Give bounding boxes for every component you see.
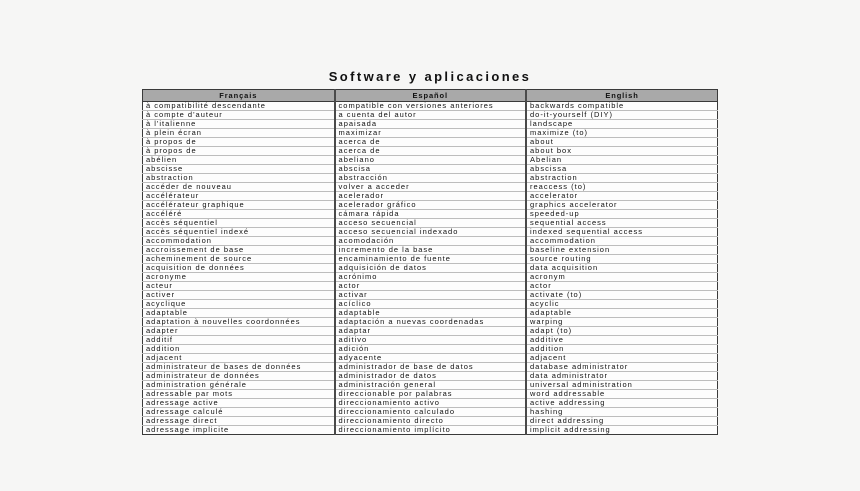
glossary-cell: encaminamiento de fuente	[335, 255, 526, 264]
glossary-cell: graphics accelerator	[526, 201, 717, 210]
glossary-table	[142, 89, 718, 435]
glossary-cell: database administrator	[526, 363, 717, 372]
table-row	[143, 354, 718, 363]
glossary-cell: activate (to)	[526, 291, 717, 300]
glossary-cell: actor	[526, 282, 717, 291]
table-row	[143, 264, 718, 273]
glossary-cell: volver a acceder	[335, 183, 526, 192]
glossary-cell: about	[526, 138, 717, 147]
glossary-cell: hashing	[526, 408, 717, 417]
glossary-cell: administrador de base de datos	[335, 363, 526, 372]
glossary-cell: a cuenta del autor	[335, 111, 526, 120]
table-row	[143, 156, 718, 165]
glossary-cell: administrador de datos	[335, 372, 526, 381]
glossary-cell: adjacent	[526, 354, 717, 363]
glossary-cell: à plein écran	[143, 129, 335, 138]
glossary-cell: accès séquentiel	[143, 219, 335, 228]
glossary-cell: reaccess (to)	[526, 183, 717, 192]
glossary-cell: apaisada	[335, 120, 526, 129]
table-row	[143, 327, 718, 336]
glossary-cell: actor	[335, 282, 526, 291]
glossary-cell: activer	[143, 291, 335, 300]
table-row	[143, 120, 718, 129]
glossary-cell: acceso secuencial	[335, 219, 526, 228]
glossary-cell: adressage calculé	[143, 408, 335, 417]
table-row	[143, 408, 718, 417]
glossary-cell: à propos de	[143, 138, 335, 147]
glossary-cell: adaptation à nouvelles coordonnées	[143, 318, 335, 327]
glossary-cell: adaptable	[143, 309, 335, 318]
glossary-cell: administrateur de données	[143, 372, 335, 381]
table-row	[143, 399, 718, 408]
glossary-cell: accommodation	[143, 237, 335, 246]
glossary-cell: warping	[526, 318, 717, 327]
table-row	[143, 165, 718, 174]
page-title: Software y aplicaciones	[328, 69, 532, 84]
glossary-cell: acquisition de données	[143, 264, 335, 273]
glossary-cell: administrateur de bases de données	[143, 363, 335, 372]
glossary-cell: acceso secuencial indexado	[335, 228, 526, 237]
glossary-cell: acyclique	[143, 300, 335, 309]
glossary-cell: speeded-up	[526, 210, 717, 219]
table-row	[143, 345, 718, 354]
glossary-cell: data acquisition	[526, 264, 717, 273]
glossary-cell: word addressable	[526, 390, 717, 399]
column-header-english: English	[526, 90, 717, 102]
glossary-cell: accès séquentiel indexé	[143, 228, 335, 237]
glossary-table-body	[143, 102, 718, 435]
glossary-cell: adaptación a nuevas coordenadas	[335, 318, 526, 327]
glossary-cell: acomodación	[335, 237, 526, 246]
glossary-cell: abeliano	[335, 156, 526, 165]
glossary-cell: backwards compatible	[526, 102, 717, 111]
table-row	[143, 111, 718, 120]
table-row	[143, 210, 718, 219]
table-row	[143, 228, 718, 237]
glossary-cell: acelerador	[335, 192, 526, 201]
glossary-cell: à propos de	[143, 147, 335, 156]
glossary-cell: acrónimo	[335, 273, 526, 282]
table-row	[143, 372, 718, 381]
glossary-cell: adapter	[143, 327, 335, 336]
glossary-cell: maximize (to)	[526, 129, 717, 138]
glossary-cell: cámara rápida	[335, 210, 526, 219]
glossary-cell: à l'italienne	[143, 120, 335, 129]
glossary-cell: about box	[526, 147, 717, 156]
glossary-cell: adressable par mots	[143, 390, 335, 399]
glossary-cell: active addressing	[526, 399, 717, 408]
glossary-cell: addition	[526, 345, 717, 354]
table-row	[143, 147, 718, 156]
table-row	[143, 129, 718, 138]
column-header-espanol: Español	[335, 90, 526, 102]
table-row	[143, 201, 718, 210]
table-row	[143, 246, 718, 255]
glossary-cell: Abelian	[526, 156, 717, 165]
glossary-cell: accélérateur	[143, 192, 335, 201]
table-row	[143, 291, 718, 300]
glossary-cell: à compte d'auteur	[143, 111, 335, 120]
glossary-cell: direccionable por palabras	[335, 390, 526, 399]
glossary-cell: abscissa	[526, 165, 717, 174]
glossary-cell: landscape	[526, 120, 717, 129]
glossary-cell: direct addressing	[526, 417, 717, 426]
glossary-cell: additive	[526, 336, 717, 345]
glossary-cell: aditivo	[335, 336, 526, 345]
table-row	[143, 390, 718, 399]
glossary-cell: acyclic	[526, 300, 717, 309]
glossary-cell: source routing	[526, 255, 717, 264]
table-row	[143, 282, 718, 291]
glossary-cell: accroissement de base	[143, 246, 335, 255]
glossary-cell: maximizar	[335, 129, 526, 138]
table-row	[143, 102, 718, 111]
glossary-cell: abstraction	[526, 174, 717, 183]
glossary-cell: acerca de	[335, 147, 526, 156]
glossary-cell: abélien	[143, 156, 335, 165]
glossary-cell: adressage active	[143, 399, 335, 408]
glossary-cell: universal administration	[526, 381, 717, 390]
glossary-cell: accéléré	[143, 210, 335, 219]
glossary-cell: compatible con versiones anteriores	[335, 102, 526, 111]
glossary-cell: adaptable	[526, 309, 717, 318]
glossary-cell: do-it-yourself (DIY)	[526, 111, 717, 120]
glossary-cell: baseline extension	[526, 246, 717, 255]
glossary-cell: accélérateur graphique	[143, 201, 335, 210]
table-header-row	[143, 90, 718, 102]
table-row	[143, 426, 718, 435]
glossary-cell: administration générale	[143, 381, 335, 390]
glossary-cell: incremento de la base	[335, 246, 526, 255]
glossary-cell: direccionamiento directo	[335, 417, 526, 426]
glossary-cell: acíclico	[335, 300, 526, 309]
glossary-cell: acteur	[143, 282, 335, 291]
glossary-cell: abstraction	[143, 174, 335, 183]
glossary-cell: adjacent	[143, 354, 335, 363]
table-row	[143, 219, 718, 228]
glossary-cell: abstracción	[335, 174, 526, 183]
table-row	[143, 183, 718, 192]
glossary-cell: accelerator	[526, 192, 717, 201]
glossary-cell: implicit addressing	[526, 426, 717, 435]
table-row	[143, 309, 718, 318]
table-row	[143, 273, 718, 282]
table-row	[143, 174, 718, 183]
table-row	[143, 336, 718, 345]
glossary-cell: data administrator	[526, 372, 717, 381]
glossary-cell: à compatibilité descendante	[143, 102, 335, 111]
glossary-cell: adaptar	[335, 327, 526, 336]
glossary-cell: administración general	[335, 381, 526, 390]
table-row	[143, 381, 718, 390]
glossary-cell: direccionamiento implícito	[335, 426, 526, 435]
glossary-cell: direccionamiento activo	[335, 399, 526, 408]
table-row	[143, 192, 718, 201]
glossary-cell: abscisa	[335, 165, 526, 174]
glossary-cell: adaptable	[335, 309, 526, 318]
table-row	[143, 318, 718, 327]
glossary-cell: additif	[143, 336, 335, 345]
glossary-cell: acelerador gráfico	[335, 201, 526, 210]
glossary-cell: adyacente	[335, 354, 526, 363]
glossary-cell: acronym	[526, 273, 717, 282]
glossary-cell: acronyme	[143, 273, 335, 282]
glossary-cell: adquisición de datos	[335, 264, 526, 273]
glossary-cell: activar	[335, 291, 526, 300]
table-row	[143, 138, 718, 147]
table-row	[143, 417, 718, 426]
glossary-cell: adapt (to)	[526, 327, 717, 336]
glossary-cell: adición	[335, 345, 526, 354]
table-row	[143, 300, 718, 309]
glossary-cell: adressage implicite	[143, 426, 335, 435]
glossary-cell: accéder de nouveau	[143, 183, 335, 192]
glossary-cell: acerca de	[335, 138, 526, 147]
table-row	[143, 255, 718, 264]
glossary-cell: indexed sequential access	[526, 228, 717, 237]
glossary-cell: accommodation	[526, 237, 717, 246]
glossary-cell: addition	[143, 345, 335, 354]
glossary-cell: abscisse	[143, 165, 335, 174]
table-row	[143, 363, 718, 372]
table-row	[143, 237, 718, 246]
glossary-cell: sequential access	[526, 219, 717, 228]
glossary-cell: direccionamiento calculado	[335, 408, 526, 417]
glossary-cell: acheminement de source	[143, 255, 335, 264]
glossary-cell: adressage direct	[143, 417, 335, 426]
column-header-francais: Français	[143, 90, 335, 102]
